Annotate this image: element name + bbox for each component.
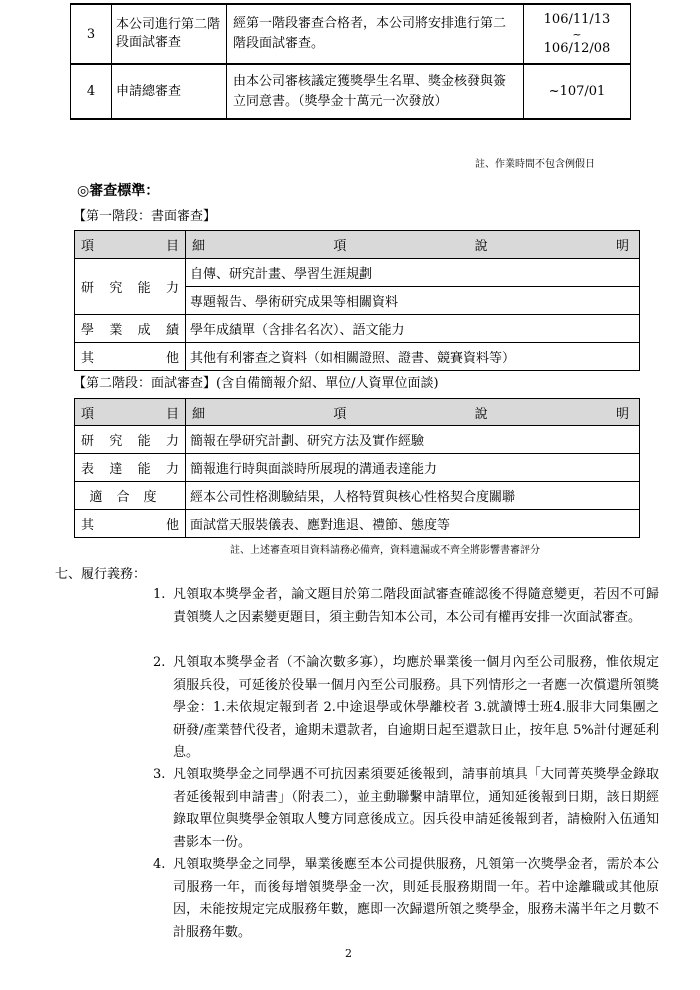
table-row — [75, 315, 640, 343]
row-detail: 其他有利審查之資料（如相關證照、證書、競賽資料等） — [186, 343, 640, 371]
page-number: 2 — [345, 947, 352, 960]
item-text: 凡領取本獎學金者（不論次數多寡），均應於畢業後一個月內至公司服務，惟依規定須服兵役，可延後於役畢一個月內至公司服務。具下列情形之一者應一次償還所領獎學金：1.未依規定報到者 2.中途退學或休學離校者 3.就讀博士班4.服非大同集團之研發/產業替代役者，逾期未還款者，自逾期日起至還款日止，按年息 5%計付遲延利息。 — [173, 655, 659, 760]
header-detail-char: 明 — [615, 239, 629, 254]
table-row — [75, 510, 640, 538]
header-item-cell — [75, 399, 186, 426]
header-detail-char: 項 — [333, 239, 347, 254]
row-label-char: 他 — [165, 518, 179, 533]
table-header-row — [75, 231, 640, 259]
process-row-time — [524, 4, 631, 64]
header-item-char: 目 — [165, 406, 179, 422]
process-row-step: 申請總審查 — [112, 64, 227, 119]
row-label — [75, 510, 186, 538]
row-label: 表達能力 — [75, 454, 186, 482]
process-row-number: 3 — [71, 4, 112, 64]
time-separator: ~ — [572, 27, 582, 41]
header-detail-char: 說 — [474, 239, 488, 254]
item-number: 1. — [153, 587, 166, 602]
criteria-heading: ◎審查標準： — [77, 183, 160, 199]
stage-note: 註、上述審查項目資料請務必備齊，資料遺漏或不齊全將影響書審評分 — [230, 545, 540, 556]
header-detail-char: 細 — [192, 239, 206, 254]
item-number: 2. — [153, 655, 166, 670]
row-detail: 學年成績單（含排名名次）、語文能力 — [186, 315, 640, 343]
header-item-cell — [75, 231, 186, 259]
row-label: 研究能力 — [75, 259, 186, 315]
table-row — [75, 259, 640, 287]
process-row — [71, 64, 631, 119]
stage2-title: 【第二階段：面試審查】 — [73, 376, 217, 391]
row-detail: 專題報告、學術研究成果等相關資料 — [186, 287, 640, 315]
row-detail: 簡報在學研究計劃、研究方法及實作經驗 — [186, 426, 640, 454]
row-label-char: 其 — [81, 518, 95, 533]
stage1-table — [74, 230, 640, 371]
row-label-char: 其 — [81, 351, 95, 366]
process-row-time: ~107/01 — [524, 64, 631, 119]
header-item-char: 項 — [81, 406, 95, 422]
stage2-title-line — [73, 372, 439, 391]
header-detail-char: 明 — [615, 406, 629, 422]
time-end: 106/12/08 — [543, 40, 611, 56]
header-detail-cell — [186, 399, 640, 426]
stage2-table — [74, 398, 640, 538]
process-row-step: 本公司進行第二階段面試審查 — [112, 4, 227, 64]
row-detail: 面試當天服裝儀表、應對進退、禮節、態度等 — [186, 510, 640, 538]
header-detail-cell — [186, 231, 640, 259]
item-number: 4. — [153, 857, 166, 872]
row-label — [75, 343, 186, 371]
row-detail: 自傳、研究計畫、學習生涯規劃 — [186, 259, 640, 287]
row-detail: 經本公司性格測驗結果，人格特質與核心性格契合度關聯 — [186, 482, 640, 510]
header-item-char: 項 — [81, 239, 95, 254]
row-label: 學業成績 — [75, 315, 186, 343]
row-detail: 簡報進行時與面談時所展現的溝通表達能力 — [186, 454, 640, 482]
time-start: 106/11/13 — [543, 11, 611, 27]
row-label — [75, 482, 186, 510]
process-row-description: 由本公司審核議定獲獎學生名單、獎金核發與簽立同意書。（獎學金十萬元一次發放） — [227, 64, 524, 119]
row-label-text: 適合度 — [89, 490, 171, 505]
header-detail-char: 項 — [333, 406, 347, 422]
stage1-title: 【第一階段：書面審查】 — [73, 209, 217, 224]
table-row — [75, 426, 640, 454]
table-header-row — [75, 399, 640, 426]
process-row — [71, 4, 631, 64]
header-detail-char: 細 — [192, 406, 206, 422]
item-text: 凡領取本獎學金者，論文題目於第二階段面試審查確認後不得隨意變更，若因不可歸責領獎人之因素變更題目，須主動告知本公司，本公司有權再安排一次面試審查。 — [173, 587, 659, 625]
table-row — [75, 454, 640, 482]
stage2-subtitle: (含自備簡報介紹、單位/人資單位面談) — [216, 376, 439, 391]
header-item-char: 目 — [165, 239, 179, 254]
row-label: 研究能力 — [75, 426, 186, 454]
table-row — [75, 482, 640, 510]
process-row-number: 4 — [71, 64, 112, 119]
process-note: 註、作業時間不包含例假日 — [475, 159, 595, 170]
header-detail-char: 說 — [474, 406, 488, 422]
process-row-description: 經第一階段審查合格者，本公司將安排進行第二階段面試審查。 — [227, 4, 524, 64]
item-number: 3. — [153, 767, 166, 782]
table-row — [75, 343, 640, 371]
item-text: 凡領取獎學金之同學遇不可抗因素須要延後報到，請事前填具「大同菁英獎學金錄取者延後報到申請書」（附表二），並主動聯繫申請單位，通知延後報到日期，該日期經錄取單位與獎學金領取人雙方同意後成立。因兵役申請延後報到者，請檢附入伍通知書影本一份。 — [173, 767, 659, 850]
section-title: 七、履行義務： — [55, 567, 147, 582]
process-schedule-table — [70, 3, 631, 120]
row-label-char: 他 — [165, 351, 179, 366]
item-text: 凡領取獎學金之同學，畢業後應至本公司提供服務，凡領第一次獎學金者，需於本公司服務一年，而後每增領獎學金一次，則延長服務期間一年。若中途離職或其他原因，未能按規定完成服務年數，應即一次歸還所領之獎學金，服務未滿半年之月數不計服務年數。 — [173, 857, 659, 940]
